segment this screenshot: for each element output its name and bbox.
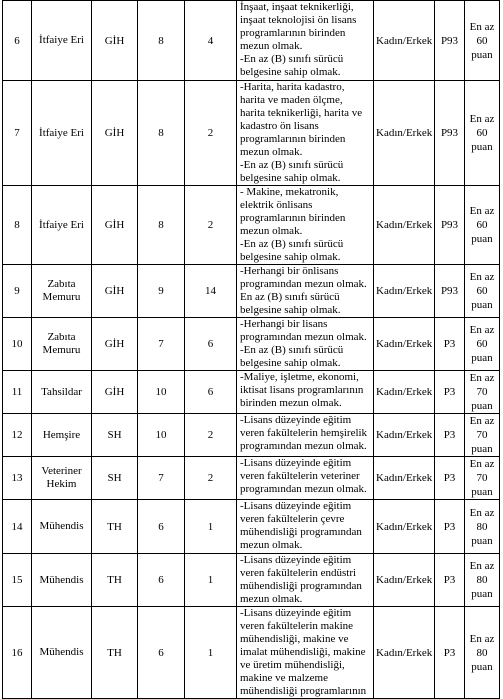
position-title: Mühendis bbox=[32, 607, 92, 699]
position-class: GİH bbox=[92, 186, 138, 265]
position-gender: Kadın/Erkek bbox=[374, 414, 435, 457]
position-class: TH bbox=[92, 554, 138, 607]
position-gender: Kadın/Erkek bbox=[374, 318, 435, 371]
position-class: GİH bbox=[92, 265, 138, 318]
kpss-type: P3 bbox=[435, 414, 465, 457]
row-number: 15 bbox=[3, 554, 32, 607]
row-number: 7 bbox=[3, 81, 32, 186]
min-score: En az 60 puan bbox=[465, 318, 500, 371]
table-row bbox=[3, 457, 500, 500]
position-gender: Kadın/Erkek bbox=[374, 457, 435, 500]
position-class: SH bbox=[92, 414, 138, 457]
table-row bbox=[3, 265, 500, 318]
position-grade: 10 bbox=[138, 414, 185, 457]
position-grade: 9 bbox=[138, 265, 185, 318]
position-title: Zabıta Memuru bbox=[32, 318, 92, 371]
position-title: Mühendis bbox=[32, 554, 92, 607]
position-gender: Kadın/Erkek bbox=[374, 265, 435, 318]
kpss-type: P3 bbox=[435, 318, 465, 371]
position-count: 2 bbox=[185, 457, 237, 500]
position-gender: Kadın/Erkek bbox=[374, 1, 435, 81]
position-title: İtfaiye Eri bbox=[32, 1, 92, 81]
position-requirements: -Lisans düzeyinde eğitim veren fakültelerin makine mühendisliği, makine ve imalat mühendisliği, makine ve üretim mühendisliği, makine ve malzeme mühendisliği programlarının bbox=[237, 607, 374, 699]
min-score: En az 60 puan bbox=[465, 265, 500, 318]
table-row bbox=[3, 500, 500, 554]
row-number: 14 bbox=[3, 500, 32, 554]
row-number: 12 bbox=[3, 414, 32, 457]
table-row bbox=[3, 1, 500, 81]
kpss-type: P93 bbox=[435, 1, 465, 81]
position-count: 6 bbox=[185, 318, 237, 371]
min-score: En az 70 puan bbox=[465, 414, 500, 457]
position-gender: Kadın/Erkek bbox=[374, 371, 435, 414]
position-requirements: - Makine, mekatronik, elektrik önlisans programlarının birinden mezun olmak. -En az (B) sınıfı sürücü belgesine sahip olmak. bbox=[237, 186, 374, 265]
position-class: GİH bbox=[92, 81, 138, 186]
position-title: Hemşire bbox=[32, 414, 92, 457]
min-score: En az 60 puan bbox=[465, 1, 500, 81]
position-grade: 10 bbox=[138, 371, 185, 414]
kpss-type: P3 bbox=[435, 457, 465, 500]
table-row bbox=[3, 607, 500, 699]
table-row bbox=[3, 414, 500, 457]
position-count: 4 bbox=[185, 1, 237, 81]
position-title: İtfaiye Eri bbox=[32, 186, 92, 265]
row-number: 16 bbox=[3, 607, 32, 699]
row-number: 8 bbox=[3, 186, 32, 265]
position-requirements: -Herhangi bir lisans programından mezun olmak. -En az (B) sınıfı sürücü belgesine sahip olmak. bbox=[237, 318, 374, 371]
position-title: Zabıta Memuru bbox=[32, 265, 92, 318]
position-count: 2 bbox=[185, 186, 237, 265]
min-score: En az 80 puan bbox=[465, 500, 500, 554]
position-gender: Kadın/Erkek bbox=[374, 186, 435, 265]
row-number: 9 bbox=[3, 265, 32, 318]
position-class: TH bbox=[92, 607, 138, 699]
min-score: En az 80 puan bbox=[465, 554, 500, 607]
position-title: Veteriner Hekim bbox=[32, 457, 92, 500]
position-grade: 8 bbox=[138, 1, 185, 81]
min-score: En az 60 puan bbox=[465, 81, 500, 186]
min-score: En az 70 puan bbox=[465, 371, 500, 414]
position-count: 2 bbox=[185, 414, 237, 457]
position-count: 1 bbox=[185, 607, 237, 699]
min-score: En az 60 puan bbox=[465, 186, 500, 265]
table-row bbox=[3, 186, 500, 265]
position-gender: Kadın/Erkek bbox=[374, 81, 435, 186]
table-row bbox=[3, 318, 500, 371]
position-grade: 8 bbox=[138, 81, 185, 186]
kpss-type: P3 bbox=[435, 554, 465, 607]
position-gender: Kadın/Erkek bbox=[374, 607, 435, 699]
position-grade: 6 bbox=[138, 607, 185, 699]
row-number: 13 bbox=[3, 457, 32, 500]
position-requirements: -Lisans düzeyinde eğitim veren fakültelerin çevre mühendisliği programından mezun olmak. bbox=[237, 500, 374, 554]
kpss-type: P93 bbox=[435, 81, 465, 186]
position-grade: 7 bbox=[138, 457, 185, 500]
kpss-type: P3 bbox=[435, 371, 465, 414]
position-count: 2 bbox=[185, 81, 237, 186]
position-count: 14 bbox=[185, 265, 237, 318]
position-requirements: -Lisans düzeyinde eğitim veren fakültelerin endüstri mühendisliği programından mezun olmak. bbox=[237, 554, 374, 607]
position-requirements: İnşaat, inşaat teknikerliği, inşaat teknolojisi ön lisans programlarının birinden mezun olmak. -En az (B) sınıfı sürücü belgesine sahip olmak. bbox=[237, 1, 374, 81]
min-score: En az 80 puan bbox=[465, 607, 500, 699]
position-requirements: -Maliye, işletme, ekonomi, iktisat lisans programlarının birinden mezun olmak. bbox=[237, 371, 374, 414]
row-number: 6 bbox=[3, 1, 32, 81]
position-grade: 6 bbox=[138, 554, 185, 607]
table-row bbox=[3, 554, 500, 607]
position-gender: Kadın/Erkek bbox=[374, 500, 435, 554]
kpss-type: P3 bbox=[435, 607, 465, 699]
position-class: TH bbox=[92, 500, 138, 554]
positions-table bbox=[2, 0, 500, 699]
table-row bbox=[3, 81, 500, 186]
kpss-type: P93 bbox=[435, 186, 465, 265]
position-grade: 6 bbox=[138, 500, 185, 554]
position-gender: Kadın/Erkek bbox=[374, 554, 435, 607]
position-grade: 7 bbox=[138, 318, 185, 371]
position-class: GİH bbox=[92, 1, 138, 81]
position-count: 6 bbox=[185, 371, 237, 414]
position-count: 1 bbox=[185, 554, 237, 607]
position-count: 1 bbox=[185, 500, 237, 554]
position-title: İtfaiye Eri bbox=[32, 81, 92, 186]
position-requirements: -Lisans düzeyinde eğitim veren fakültelerin hemşirelik programından mezun olmak. bbox=[237, 414, 374, 457]
position-grade: 8 bbox=[138, 186, 185, 265]
position-class: GİH bbox=[92, 371, 138, 414]
position-requirements: -Herhangi bir önlisans programından mezun olmak. En az (B) sınıfı sürücü belgesine sahip olmak. bbox=[237, 265, 374, 318]
row-number: 11 bbox=[3, 371, 32, 414]
position-title: Tahsildar bbox=[32, 371, 92, 414]
min-score: En az 70 puan bbox=[465, 457, 500, 500]
table-row bbox=[3, 371, 500, 414]
kpss-type: P93 bbox=[435, 265, 465, 318]
position-requirements: -Harita, harita kadastro, harita ve maden ölçme, harita teknikerliği, harita ve kadastro ön lisans programlarının birinden mezun olmak. -En az (B) sınıfı sürücü belgesine sahip olmak. bbox=[237, 81, 374, 186]
position-title: Mühendis bbox=[32, 500, 92, 554]
position-requirements: -Lisans düzeyinde eğitim veren fakültelerin veteriner programından mezun olmak. bbox=[237, 457, 374, 500]
kpss-type: P3 bbox=[435, 500, 465, 554]
row-number: 10 bbox=[3, 318, 32, 371]
position-class: GİH bbox=[92, 318, 138, 371]
position-class: SH bbox=[92, 457, 138, 500]
